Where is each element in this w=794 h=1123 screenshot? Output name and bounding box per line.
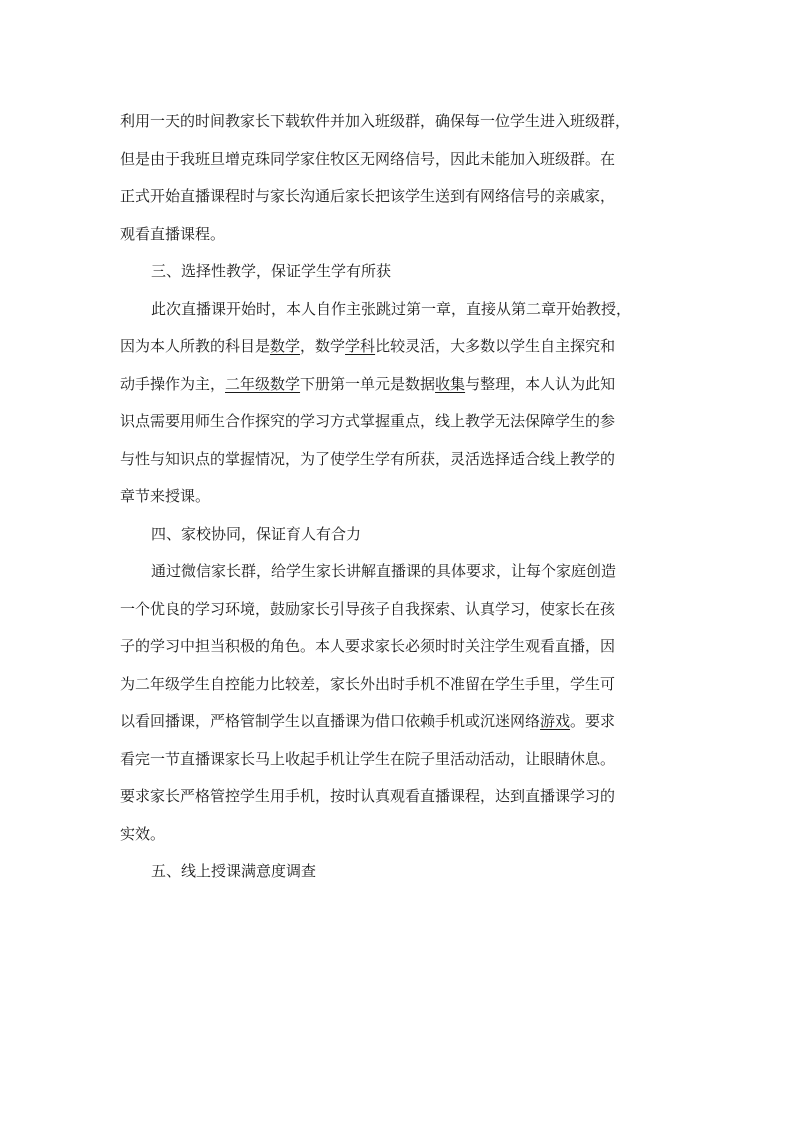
document-body (120, 103, 660, 891)
paragraph-line: 实效。 (120, 824, 166, 843)
paragraph-line: 与性与知识点的掌握情况，为了使学生学有所获，灵活选择适合线上教学的 (120, 449, 616, 468)
paragraph-line: 章节来授课。 (120, 487, 211, 505)
paragraph-line: 为二年级学生自控能力比较差，家长外出时手机不准留在学生手里，学生可 (120, 674, 616, 693)
paragraph-line: 一个优良的学习环境，鼓励家长引导孩子自我探索、认真学习，使家长在孩 (120, 599, 616, 618)
section-heading-4: 四、家校协同，保证育人有合力 (151, 524, 362, 543)
paragraph-line (120, 328, 660, 366)
paragraph-line: 正式开始直播课程时与家长沟通后家长把该学生送到有网络信号的亲戚家， (120, 187, 616, 205)
text-run: 与整理，本人认为此知 (465, 374, 616, 393)
link-math[interactable]: 数学 (270, 337, 301, 355)
text-run: 比较灵活，大多数以学生自主探究和 (375, 337, 616, 355)
section-heading-5: 五、线上授课满意度调查 (151, 862, 317, 880)
paragraph-line: 观看直播课程。 (120, 224, 226, 243)
text-run: ，数学 (300, 337, 346, 355)
link-subject[interactable]: 学科 (345, 337, 376, 355)
link-grade2-math[interactable]: 二年级数学 (225, 374, 301, 393)
paragraph-line: 要求家长严格管控学生用手机，按时认真观看直播课程，达到直播课学习的 (120, 787, 616, 805)
text-run: 动手操作为主， (120, 374, 226, 393)
paragraph-line (120, 366, 660, 404)
paragraph-line: 此次直播课开始时，本人自作主张跳过第一章，直接从第二章开始教授， (151, 299, 632, 318)
paragraph-line: 利用一天的时间教家长下载软件并加入班级群，确保每一位学生进入班级群， (120, 112, 631, 130)
paragraph-line (120, 703, 660, 741)
text-run: 以看回播课，严格管制学生以直播课为借口依赖手机或沉迷网络 (120, 712, 541, 730)
paragraph-line: 但是由于我班旦增克珠同学家住牧区无网络信号，因此未能加入班级群。在 (120, 149, 616, 168)
text-run: 。要求 (570, 712, 616, 730)
text-run: 因为本人所教的科目是 (120, 337, 271, 355)
link-collect[interactable]: 收集 (435, 374, 466, 393)
paragraph-line: 识点需要用师生合作探究的学习方式掌握重点，线上教学无法保障学生的参 (120, 412, 616, 430)
paragraph-line: 看完一节直播课家长马上收起手机让学生在院子里活动活动，让眼睛休息。 (120, 749, 616, 768)
paragraph-line: 子的学习中担当积极的角色。本人要求家长必须时时关注学生观看直播，因 (120, 637, 616, 655)
paragraph-line: 通过微信家长群，给学生家长讲解直播课的具体要求，让每个家庭创造 (151, 562, 617, 580)
text-run: 下册第一单元是数据 (300, 374, 436, 393)
section-heading-3: 三、选择性教学，保证学生学有所获 (151, 262, 392, 280)
link-games[interactable]: 游戏 (540, 712, 571, 730)
